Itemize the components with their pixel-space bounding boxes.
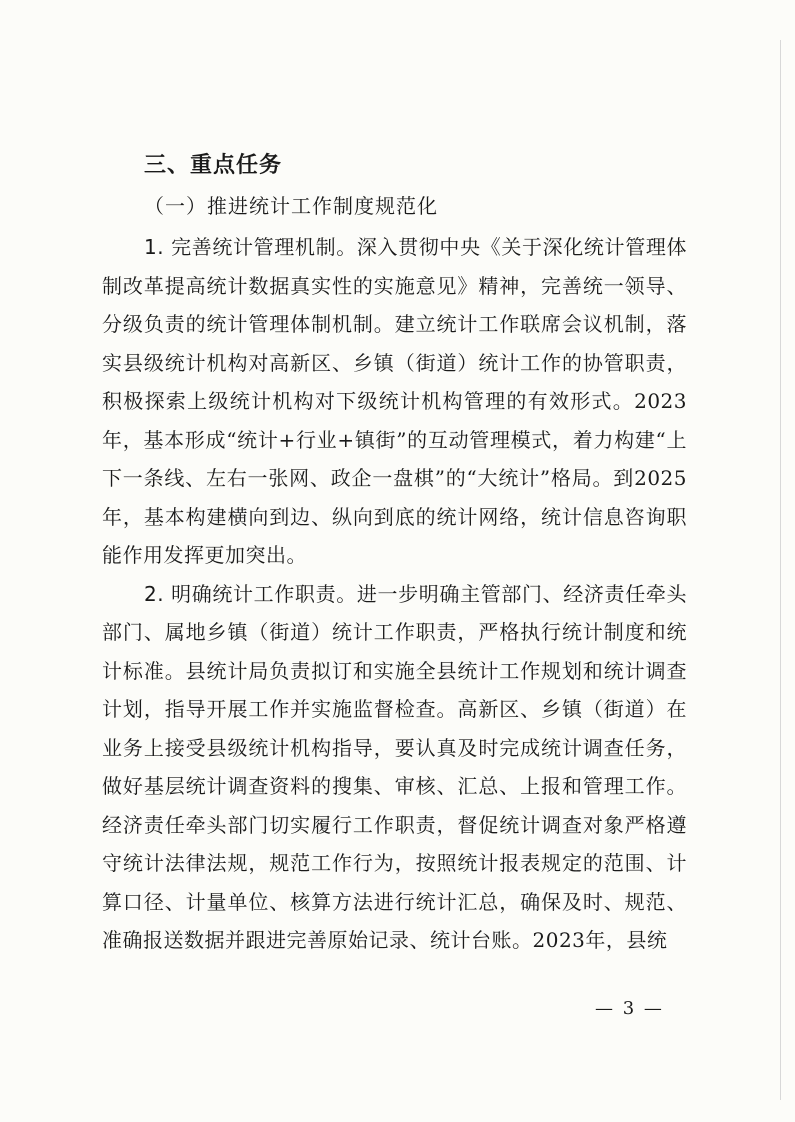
paragraph-1-body: 深入贯彻中央《关于深化统计管理体制改革提高统计数据真实性的实施意见》精神，完善统一领导、分级负责的统计管理体制机制。建立统计工作联席会议机制，落实县级统计机构对高新区、乡镇（街道）统计工作的协管职责，积极探索上级统计机构对下级统计机构管理的有效形式。2023年，基本形成“统计+行业+镇街”的互动管理模式，着力构建“上下一条线、左右一张网、政企一盘棋”的“大统计”格局。到2025年，基本构建横向到边、纵向到底的统计网络，统计信息咨询职能作用发挥更加突出。 — [102, 235, 687, 567]
paragraph-2-lead: 2. 明确统计工作职责。 — [144, 581, 357, 606]
paragraph-2-body: 进一步明确主管部门、经济责任牵头部门、属地乡镇（街道）统计工作职责，严格执行统计制度和统计标准。县统计局负责拟订和实施全县统计工作规划和统计调查计划，指导开展工作并实施监督检查。高新区、乡镇（街道）在业务上接受县级统计机构指导，要认真及时完成统计调查任务，做好基层统计调查资料的搜集、审核、汇总、上报和管理工作。经济责任牵头部门切实履行工作职责，督促统计调查对象严格遵守统计法律法规，规范工作行为，按照统计报表规定的范围、计算口径、计量单位、核算方法进行统计汇总，确保及时、规范、准确报送数据并跟进完善原始记录、统计台账。2023年，县统 — [102, 581, 687, 952]
paragraph-1 — [102, 228, 687, 575]
paragraph-1-lead: 1. 完善统计管理机制。 — [144, 235, 357, 259]
document-body — [102, 150, 687, 960]
subsection-heading: （一）推进统计工作制度规范化 — [144, 194, 438, 218]
section-heading: 三、重点任务 — [144, 153, 283, 178]
page-edge-line — [780, 40, 781, 1100]
page-number: — 3 — — [595, 998, 664, 1019]
paragraph-2 — [102, 575, 687, 960]
